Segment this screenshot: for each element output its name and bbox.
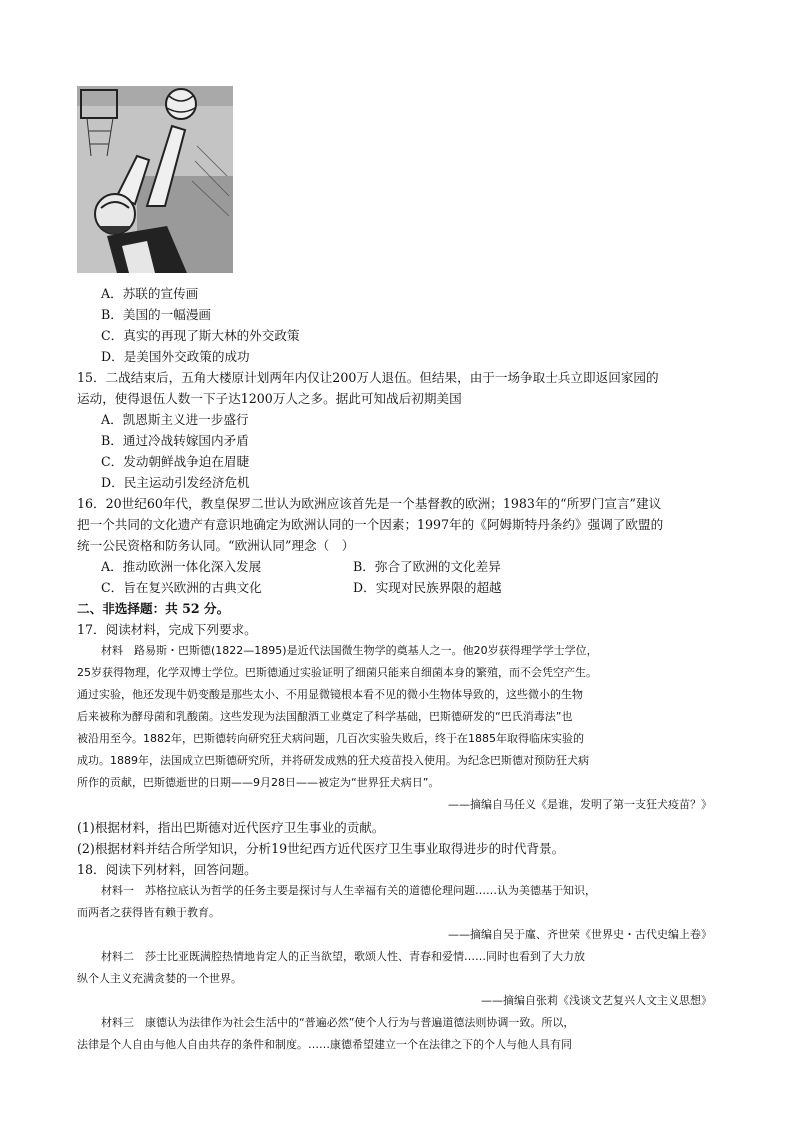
q18-m1-line-1: 材料一 苏格拉底认为哲学的任务主要是探讨与人生幸福有关的道德伦理问题……认为美德基于知识，	[101, 884, 596, 897]
q16-option-b: B．弥合了欧洲的文化差异	[353, 559, 501, 574]
q17-material-line-2: 25岁获得物理，化学双博士学位。巴斯德通过实验证明了细菌只能来自细菌本身的繁殖，而不会凭空产生。	[77, 666, 597, 679]
q14-option-b: B．美国的一幅漫画	[101, 307, 212, 322]
q18-m2-line-1: 材料二 莎士比亚既满腔热情地肯定人的正当欲望，歌颂人性、青春和爱情……同时也看到了大力放	[101, 950, 585, 963]
q15-option-b: B．通过冷战转嫁国内矛盾	[101, 433, 249, 448]
q17-source: ——摘编自马任义《是谁，发明了第一支狂犬疫苗？》	[448, 798, 712, 811]
q15-option-d: D．民主运动引发经济危机	[101, 475, 250, 490]
q17-material-line-3: 通过实验，他还发现牛奶变酸是那些太小、不用显微镜根本看不见的微小生物体导致的，这些微小的生物	[77, 688, 583, 701]
q17-stem: 17．阅读材料，完成下列要求。	[77, 622, 257, 637]
basketball-cartoon-illustration	[77, 86, 233, 273]
q14-option-a: A．苏联的宣传画	[101, 286, 199, 301]
q16-stem-line-3: 统一公民资格和防务认同。“欧洲认同”理念（ ）	[77, 538, 355, 553]
q14-option-c: C．真实的再现了斯大林的外交政策	[101, 328, 300, 343]
q17-material-line-5: 被沿用至今。1882年，巴斯德转向研究狂犬病问题，几百次实验失败后，终于在1885年取得临床实验的	[77, 732, 584, 745]
q16-stem-line-2: 把一个共同的文化遗产有意识地确定为欧洲认同的一个因素；1997年的《阿姆斯特丹条约》强调了欧盟的	[77, 517, 664, 532]
q17-material-line-1: 材料 路易斯・巴斯德(1822—1895)是近代法国微生物学的奠基人之一。他20岁获得理学学士学位，	[101, 644, 598, 657]
cartoon-image	[77, 86, 233, 273]
q18-source-1: ——摘编自吴于廑、齐世荣《世界史・古代史编上卷》	[448, 928, 712, 941]
section-heading: 二、非选择题：共 52 分。	[77, 601, 230, 616]
q18-stem: 18．阅读下列材料，回答问题。	[77, 862, 257, 877]
q18-m3-line-2: 法律是个人自由与他人自由共存的条件和制度。……康德希望建立一个在法律之下的个人与他人具有同	[77, 1038, 572, 1051]
q16-stem-line-1: 16．20世纪60年代，教皇保罗二世认为欧洲应该首先是一个基督教的欧洲；1983年的“所罗门宣言”建议	[77, 496, 662, 511]
q18-m2-line-2: 纵个人主义充满贪婪的一个世界。	[77, 972, 242, 985]
q15-option-c: C．发动朝鲜战争迫在眉睫	[101, 454, 250, 469]
q18-m3-line-1: 材料三 康德认为法律作为社会生活中的“普遍必然”使个人行为与普遍道德法则协调一致。所以，	[101, 1016, 575, 1029]
q18-source-2: ——摘编自张莉《浅谈文艺复兴人文主义思想》	[481, 994, 712, 1007]
q17-material-line-7: 所作的贡献，巴斯德逝世的日期——9月28日——被定为“世界狂犬病日”。	[77, 776, 440, 789]
q15-stem-line-2: 运动，使得退伍人数一下子达1200万人之多。据此可知战后初期美国	[77, 391, 462, 406]
q16-option-d: D．实现对民族界限的超越	[353, 580, 502, 595]
q17-question-1: (1)根据材料，指出巴斯德对近代医疗卫生事业的贡献。	[77, 820, 385, 835]
q18-m1-line-2: 而两者之获得皆有赖于教育。	[77, 906, 220, 919]
q16-option-c: C．旨在复兴欧洲的古典文化	[101, 580, 262, 595]
q14-option-d: D．是美国外交政策的成功	[101, 349, 250, 364]
q16-option-a: A．推动欧洲一体化深入发展	[101, 559, 262, 574]
q17-material-line-4: 后来被称为酵母菌和乳酸菌。这些发现为法国酿酒工业奠定了科学基础，巴斯德研发的“巴氏消毒法”也	[77, 710, 573, 723]
q17-question-2: (2)根据材料并结合所学知识，分析19世纪西方近代医疗卫生事业取得进步的时代背景。	[77, 841, 565, 856]
q15-option-a: A．凯恩斯主义进一步盛行	[101, 412, 249, 427]
q15-stem-line-1: 15．二战结束后，五角大楼原计划两年内仅让200万人退伍。但结果，由于一场争取士兵立即返回家园的	[77, 370, 659, 385]
q17-material-line-6: 成功。1889年，法国成立巴斯德研究所，并将研发成熟的狂犬疫苗投入使用。为纪念巴斯德对预防狂犬病	[77, 754, 589, 767]
